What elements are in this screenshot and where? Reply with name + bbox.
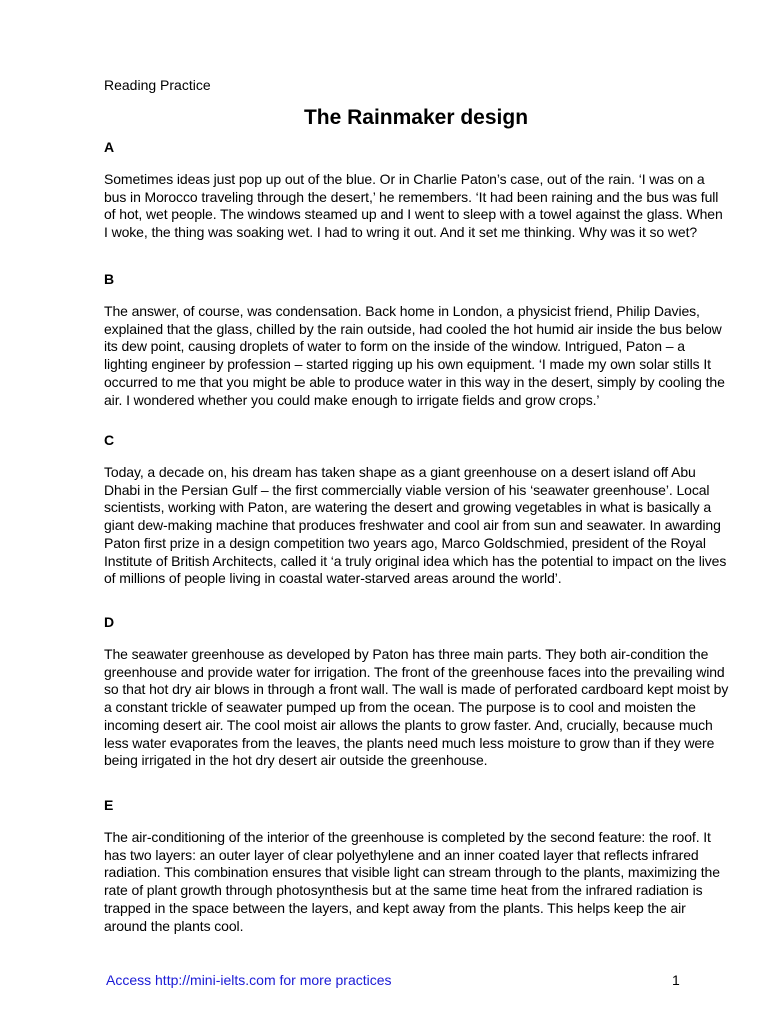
- section-paragraph: Today, a decade on, his dream has taken shape as a giant greenhouse on a desert island off Abu Dhabi in the Persian Gulf – the first commercially viable version of his ‘seawater greenhouse’. Local scientists, working with Paton, are watering the desert and growing vegetables in what is basically a giant dew-making machine that produces freshwater and cool air from sun and seawater. In awarding Paton first prize in a design competition two years ago, Marco Goldschmied, president of the Royal Institute of British Architects, called it ‘a truly original idea which has the potential to impact on the lives of millions of people living in coastal water-starved areas around the world’.: [104, 464, 727, 587]
- footer-link[interactable]: Access http://mini-ielts.com for more practices: [106, 972, 392, 988]
- header-label: Reading Practice: [104, 77, 211, 93]
- section-paragraph: The answer, of course, was condensation. Back home in London, a physicist friend, Philip Davies, explained that the glass, chilled by the rain outside, had cooled the hot humid air inside the bus below its dew point, causing droplets of water to form on the inside of the window. Intrigued, Paton – a lighting engineer by profession – started rigging up his own equipment. ‘I made my own solar stills It occurred to me that you might be able to produce water in this way in the desert, simply by cooling the air. I wondered whether you could make enough to irrigate fields and grow crops.’: [104, 303, 725, 408]
- section-letter: C: [104, 432, 115, 448]
- section-d: [104, 614, 730, 770]
- section-a: [104, 139, 730, 242]
- page-number: 1: [672, 972, 680, 988]
- section-letter: D: [104, 614, 115, 630]
- section-c: [104, 432, 730, 588]
- section-letter: E: [104, 797, 114, 813]
- page-title: The Rainmaker design: [303, 106, 529, 129]
- section-paragraph: The air-conditioning of the interior of the greenhouse is completed by the second feature: the roof. It has two layers: an outer layer of clear polyethylene and an inner coated layer that reflects infrared radiation. This combination ensures that visible light can stream through to the plants, maximizing the rate of plant growth through photosynthesis but at the same time heat from the infrared radiation is trapped in the space between the layers, and kept away from the plants. This helps keep the air around the plants cool.: [104, 829, 720, 934]
- section-b: [104, 271, 730, 409]
- section-paragraph: Sometimes ideas just pop up out of the blue. Or in Charlie Paton’s case, out of the rain. ‘I was on a bus in Morocco traveling through the desert,’ he remembers. ‘It had been raining and the bus was full of hot, wet people. The windows steamed up and I went to sleep with a towel against the glass. When I woke, the thing was soaking wet. I had to wring it out. And it set me thinking. Why was it so wet?: [104, 171, 723, 241]
- section-letter: B: [104, 271, 115, 287]
- section-e: [104, 797, 730, 935]
- section-paragraph: The seawater greenhouse as developed by Paton has three main parts. They both air-condition the greenhouse and provide water for irrigation. The front of the greenhouse faces into the prevailing wind so that hot dry air blows in through a front wall. The wall is made of perforated cardboard kept moist by a constant trickle of seawater pumped up from the ocean. The purpose is to cool and moisten the incoming desert air. The cool moist air allows the plants to grow faster. And, crucially, because much less water evaporates from the leaves, the plants need much less moisture to grow than if they were being irrigated in the hot dry desert air outside the greenhouse.: [104, 646, 729, 769]
- section-letter: A: [104, 139, 115, 155]
